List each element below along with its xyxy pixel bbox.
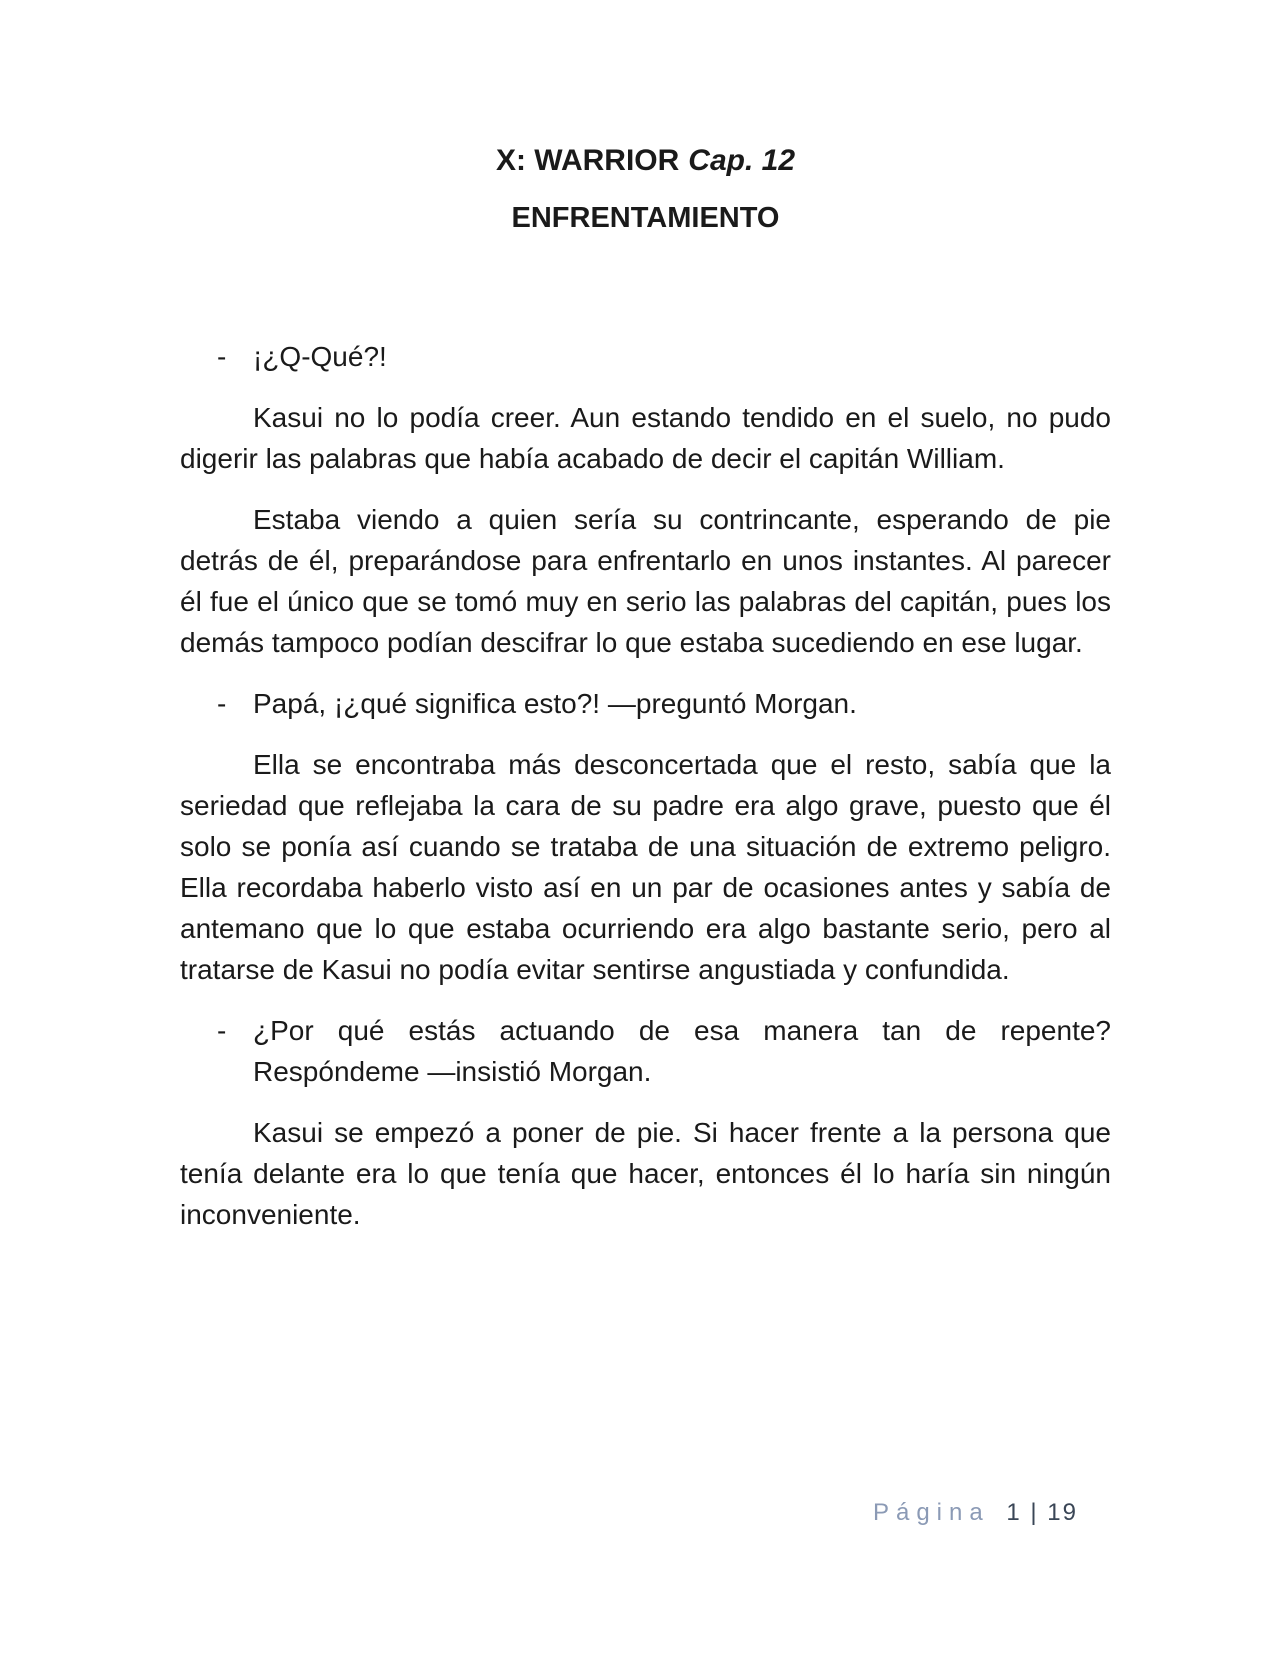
page-footer xyxy=(873,1498,1078,1528)
dialogue-text: ¿Por qué estás actuando de esa manera tan de repente? Respóndeme —insistió Morgan. xyxy=(253,1015,1111,1087)
dialogue-line xyxy=(180,1010,1111,1092)
chapter-title-main: X: WARRIOR xyxy=(495,144,680,177)
dash-marker: - xyxy=(217,1015,227,1046)
paragraph: Estaba viendo a quien sería su contrincante, esperando de pie detrás de él, preparándose para enfrentarlo en unos instantes. Al parecer él fue el único que se tomó muy en serio las palabras del capitán, pues los demás tampoco podían descifrar lo que estaba sucediendo en ese lugar. xyxy=(180,504,1111,658)
dialogue-line xyxy=(180,683,1111,724)
dialogue-text: ¡¿Q-Qué?! xyxy=(253,341,387,372)
footer-page-number: 1 | 19 xyxy=(1006,1499,1078,1526)
dash-marker: - xyxy=(217,341,227,372)
paragraph: Ella se encontraba más desconcertada que el resto, sabía que la seriedad que reflejaba la cara de su padre era algo grave, puesto que él solo se ponía así cuando se trataba de una situación de extremo peligro. Ella recordaba haberlo visto así en un par de ocasiones antes y sabía de antemano que lo que estaba ocurriendo era algo bastante serio, pero al tratarse de Kasui no podía evitar sentirse angustiada y confundida. xyxy=(180,749,1111,985)
dialogue-text: Papá, ¡¿qué significa esto?! —preguntó Morgan. xyxy=(253,688,857,719)
paragraph: Kasui no lo podía creer. Aun estando tendido en el suelo, no pudo digerir las palabras que había acabado de decir el capitán William. xyxy=(180,402,1111,474)
dash-marker: - xyxy=(217,688,227,719)
paragraph: Kasui se empezó a poner de pie. Si hacer frente a la persona que tenía delante era lo que tenía que hacer, entonces él lo haría sin ningún inconveniente. xyxy=(180,1117,1111,1230)
chapter-subtitle: ENFRENTAMIENTO xyxy=(511,202,780,234)
footer-page-label: Página xyxy=(872,1499,990,1526)
chapter-title xyxy=(180,143,1111,179)
page-content xyxy=(180,143,1111,1255)
chapter-title-number: Cap. 12 xyxy=(688,144,796,177)
dialogue-line xyxy=(180,336,1111,377)
